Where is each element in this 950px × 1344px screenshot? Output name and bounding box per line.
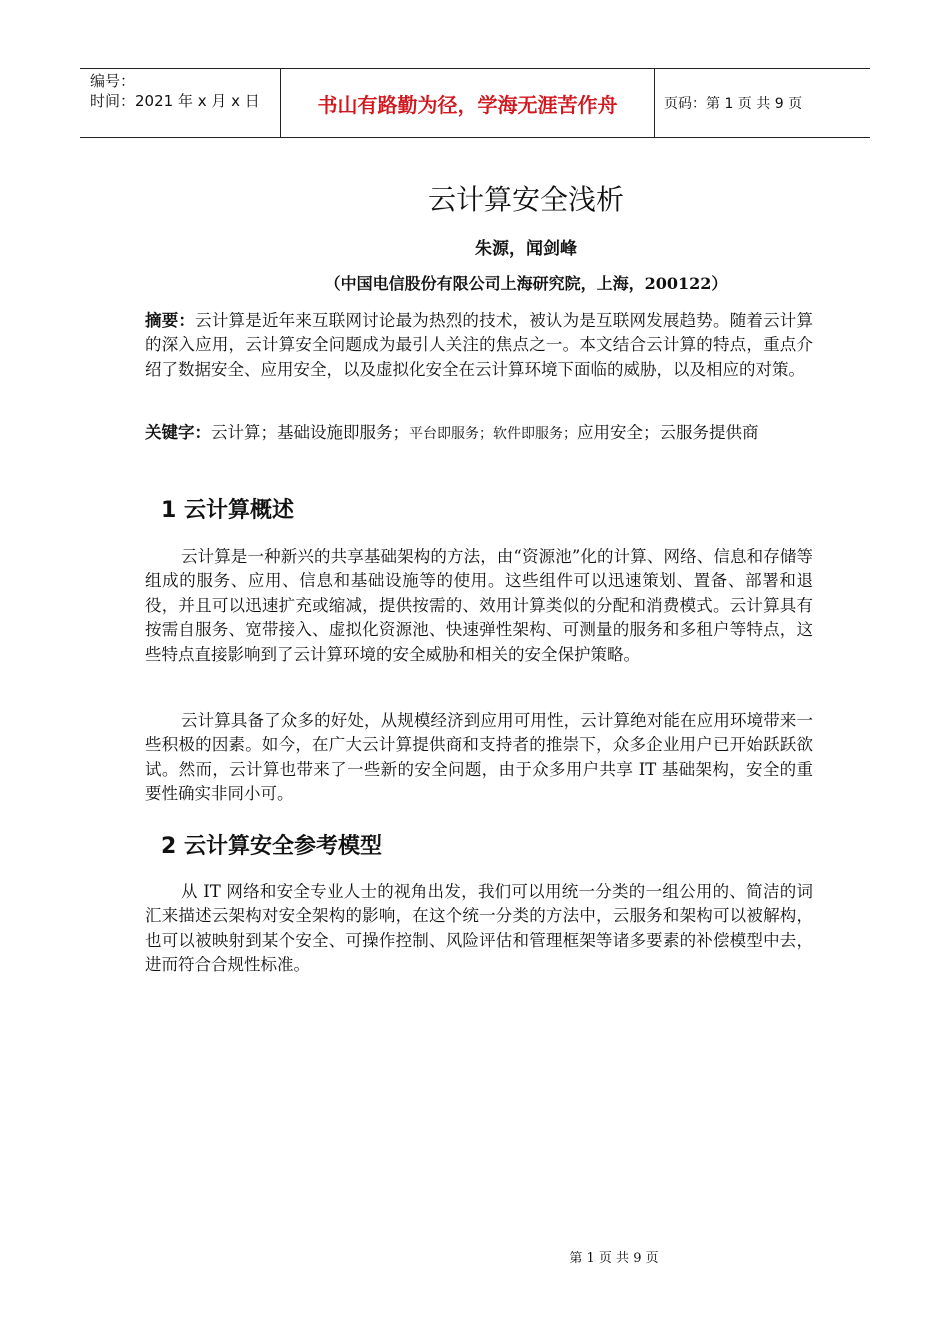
keywords-label: 关键字： bbox=[145, 423, 211, 442]
date-label: 时间：2021 年 x 月 x 日 bbox=[90, 92, 260, 110]
abstract bbox=[145, 309, 813, 382]
keywords-part1: 云计算；基础设施即服务； bbox=[211, 423, 409, 442]
keywords bbox=[145, 421, 813, 446]
abstract-label: 摘要： bbox=[145, 311, 196, 330]
affiliation: （中国电信股份有限公司上海研究院，上海，200122） bbox=[324, 274, 728, 293]
keywords-part3: 应用安全；云服务提供商 bbox=[577, 423, 759, 442]
abstract-text: 云计算是近年来互联网讨论最为热烈的技术，被认为是互联网发展趋势。随着云计算的深入应用，云计算安全问题成为最引人关注的焦点之一。本文结合云计算的特点，重点介绍了数据安全、应用安全，以及虚拟化安全在云计算环境下面临的威胁，以及相应的对策。 bbox=[145, 311, 814, 379]
page-title: 云计算安全浅析 bbox=[427, 183, 624, 216]
motto-cell bbox=[281, 69, 655, 137]
page-number-label: 页码：第 1 页 共 9 页 bbox=[664, 96, 803, 112]
section-heading: 1 云计算概述 bbox=[161, 498, 294, 523]
header-table bbox=[80, 68, 870, 138]
number-label: 编号： bbox=[90, 72, 136, 90]
body-paragraph: 云计算是一种新兴的共享基础架构的方法，由“资源池”化的计算、网络、信息和存储等组成的服务、应用、信息和基础设施等的使用。这些组件可以迅速策划、置备、部署和退役，并且可以迅速扩充或缩减，提供按需的、效用计算类似的分配和消费模式。云计算具有按需自服务、宽带接入、虚拟化资源池、快速弹性架构、可测量的服务和多租户等特点，这些特点直接影响到了云计算环境的安全威胁和相关的安全保护策略。 bbox=[145, 547, 813, 664]
body-paragraph: 云计算具备了众多的好处，从规模经济到应用可用性，云计算绝对能在应用环境带来一些积极的因素。如今，在广大云计算提供商和支持者的推崇下，众多企业用户已开始跃跃欲试。然而，云计算也带来了一些新的安全问题，由于众多用户共享 IT 基础架构，安全的重要性确实非同小可。 bbox=[145, 711, 813, 804]
section-heading: 2 云计算安全参考模型 bbox=[161, 834, 382, 859]
page-number-cell bbox=[655, 69, 870, 137]
motto-text: 书山有路勤为径，学海无涯苦作舟 bbox=[317, 92, 618, 117]
header-meta-cell bbox=[80, 69, 281, 137]
authors: 朱源，闻剑峰 bbox=[475, 239, 577, 259]
body-paragraph: 从 IT 网络和安全专业人士的视角出发，我们可以用统一分类的一组公用的、简洁的词汇来描述云架构对安全架构的影响，在这个统一分类的方法中，云服务和架构可以被解构，也可以被映射到某个安全、可操作控制、风险评估和管理框架等诸多要素的补偿模型中去，进而符合合规性标准。 bbox=[145, 882, 813, 975]
keywords-part2: 平台即服务；软件即服务； bbox=[409, 426, 577, 442]
page-footer: 第 1 页 共 9 页 bbox=[569, 1251, 659, 1266]
